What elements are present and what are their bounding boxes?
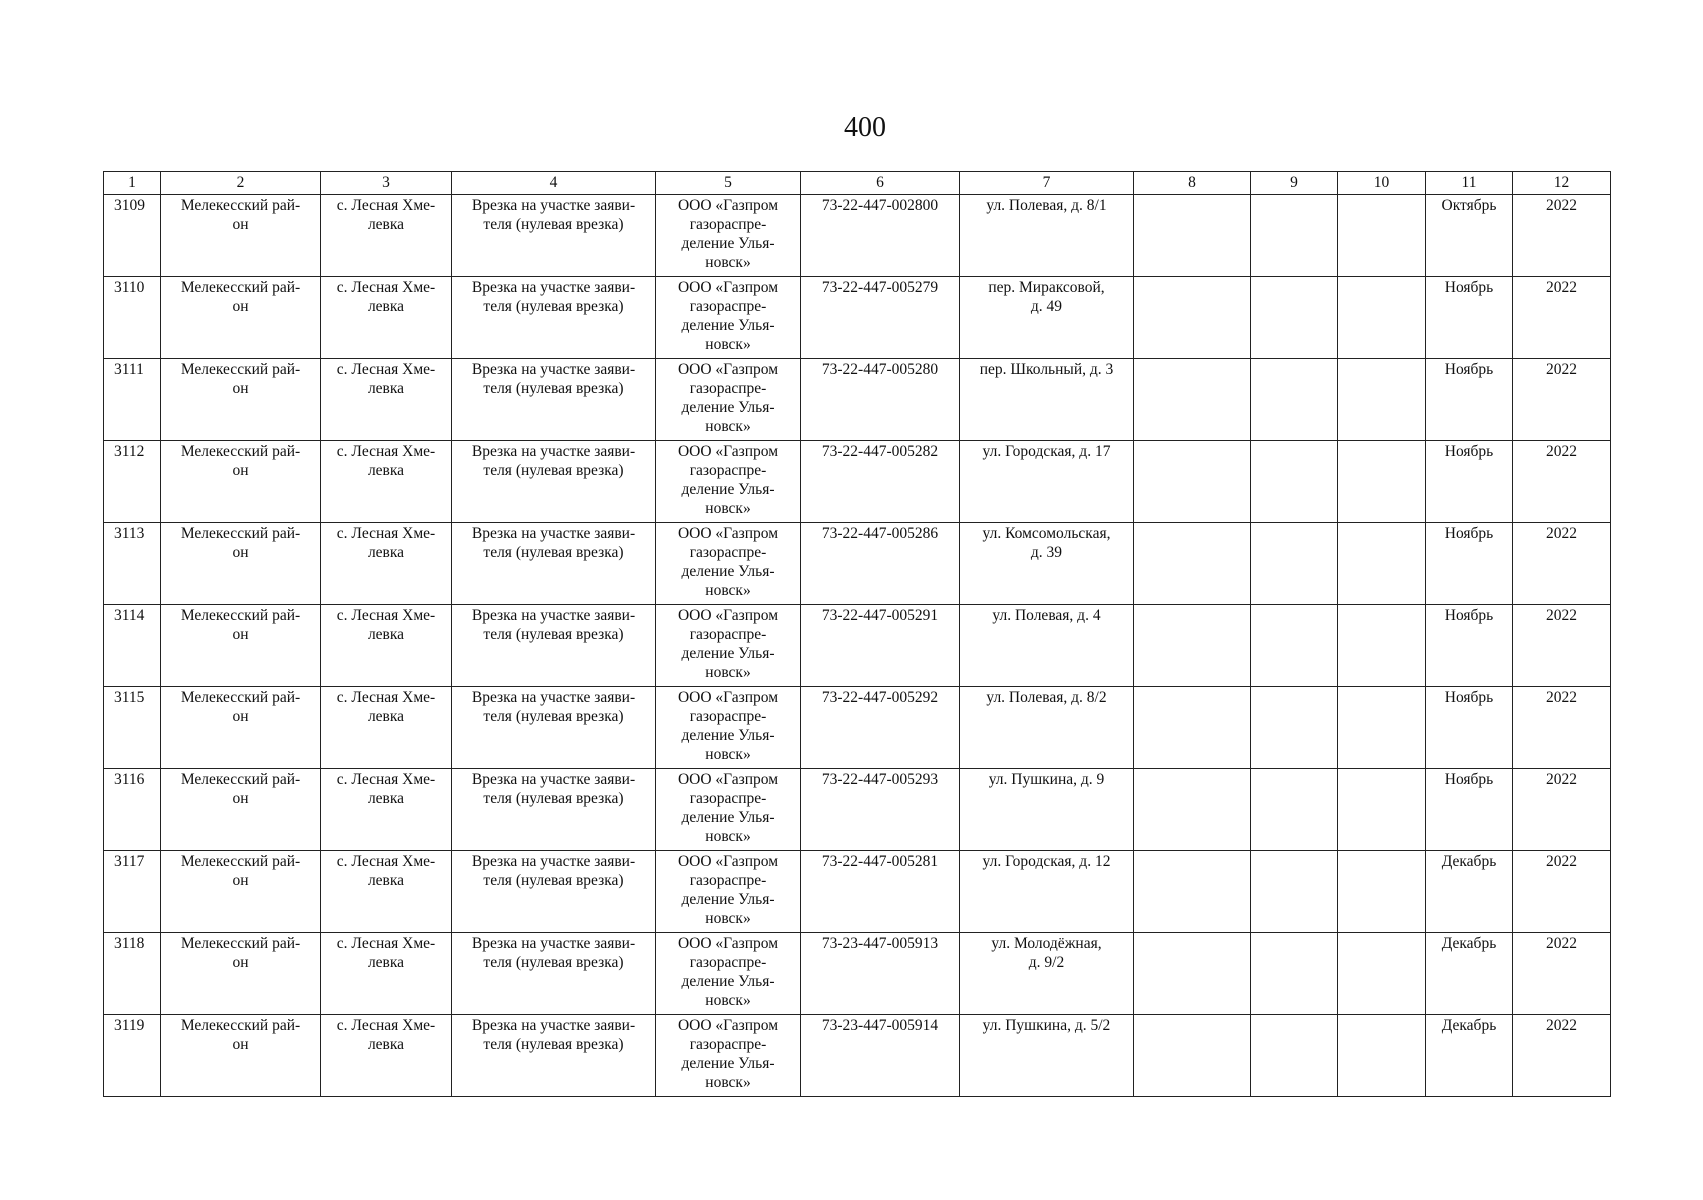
locality-cell-text: с. Лесная Хме- левка <box>336 607 436 643</box>
object-code-cell <box>801 605 960 687</box>
table-header-row <box>104 172 1611 195</box>
object-code-cell <box>801 851 960 933</box>
column-header: 1 <box>104 172 161 195</box>
organization-cell <box>656 605 801 687</box>
column-10-cell <box>1338 769 1426 851</box>
district-cell-text: Мелекесский рай- он <box>180 279 301 315</box>
year-cell <box>1513 769 1611 851</box>
column-8-cell <box>1134 195 1251 277</box>
locality-cell <box>321 605 452 687</box>
year-cell-text: 2022 <box>1546 443 1577 460</box>
table-row <box>104 441 1611 523</box>
row-number-cell-text: 3117 <box>114 853 145 870</box>
address-cell-text: ул. Полевая, д. 8/1 <box>986 197 1107 214</box>
organization-cell-text: ООО «Газпром газораспре- деление Улья- новск» <box>677 361 779 435</box>
address-cell <box>960 851 1134 933</box>
object-code-cell-text: 73-22-447-005286 <box>821 525 939 542</box>
organization-cell-text: ООО «Газпром газораспре- деление Улья- новск» <box>677 689 779 763</box>
district-cell <box>161 441 321 523</box>
address-cell-text: пер. Школьный, д. 3 <box>979 361 1114 378</box>
organization-cell-text: ООО «Газпром газораспре- деление Улья- новск» <box>677 771 779 845</box>
work-type-cell <box>452 769 656 851</box>
row-number-cell <box>104 359 161 441</box>
column-header: 7 <box>960 172 1134 195</box>
locality-cell <box>321 1015 452 1097</box>
work-type-cell <box>452 605 656 687</box>
column-8-cell <box>1134 687 1251 769</box>
row-number-cell <box>104 523 161 605</box>
month-cell-text: Октябрь <box>1441 197 1497 214</box>
column-header: 10 <box>1338 172 1426 195</box>
column-10-cell <box>1338 195 1426 277</box>
row-number-cell <box>104 933 161 1015</box>
organization-cell-text: ООО «Газпром газораспре- деление Улья- новск» <box>677 197 779 271</box>
organization-cell <box>656 523 801 605</box>
work-type-cell-text: Врезка на участке заяви- теля (нулевая врезка) <box>471 197 636 233</box>
row-number-cell <box>104 605 161 687</box>
column-10-cell <box>1338 523 1426 605</box>
address-cell-text: ул. Городская, д. 12 <box>982 853 1111 870</box>
district-cell-text: Мелекесский рай- он <box>180 1017 301 1053</box>
locality-cell <box>321 277 452 359</box>
column-10-cell <box>1338 851 1426 933</box>
district-cell-text: Мелекесский рай- он <box>180 197 301 233</box>
work-type-cell-text: Врезка на участке заяви- теля (нулевая врезка) <box>471 689 636 725</box>
organization-cell-text: ООО «Газпром газораспре- деление Улья- новск» <box>677 607 779 681</box>
row-number-cell-text: 3114 <box>114 607 145 624</box>
column-header: 8 <box>1134 172 1251 195</box>
year-cell-text: 2022 <box>1546 197 1577 214</box>
month-cell-text: Декабрь <box>1441 853 1497 870</box>
year-cell-text: 2022 <box>1546 771 1577 788</box>
locality-cell-text: с. Лесная Хме- левка <box>336 689 436 725</box>
locality-cell-text: с. Лесная Хме- левка <box>336 853 436 889</box>
object-code-cell-text: 73-22-447-005281 <box>821 853 939 870</box>
column-header: 5 <box>656 172 801 195</box>
organization-cell <box>656 441 801 523</box>
work-type-cell-text: Врезка на участке заяви- теля (нулевая врезка) <box>471 935 636 971</box>
column-9-cell <box>1251 605 1338 687</box>
district-cell <box>161 933 321 1015</box>
work-type-cell-text: Врезка на участке заяви- теля (нулевая врезка) <box>471 361 636 397</box>
month-cell <box>1426 277 1513 359</box>
row-number-cell <box>104 769 161 851</box>
object-code-cell-text: 73-22-447-005292 <box>821 689 939 706</box>
address-cell <box>960 441 1134 523</box>
year-cell <box>1513 523 1611 605</box>
month-cell <box>1426 769 1513 851</box>
gas-connection-table <box>103 171 1611 1097</box>
address-cell <box>960 523 1134 605</box>
table-row <box>104 277 1611 359</box>
work-type-cell <box>452 359 656 441</box>
table-row <box>104 195 1611 277</box>
district-cell <box>161 605 321 687</box>
district-cell-text: Мелекесский рай- он <box>180 853 301 889</box>
year-cell <box>1513 933 1611 1015</box>
organization-cell <box>656 769 801 851</box>
row-number-cell-text: 3119 <box>114 1017 145 1034</box>
locality-cell-text: с. Лесная Хме- левка <box>336 197 436 233</box>
locality-cell-text: с. Лесная Хме- левка <box>336 279 436 315</box>
address-cell-text: ул. Пушкина, д. 5/2 <box>982 1017 1111 1034</box>
object-code-cell-text: 73-22-447-005279 <box>821 279 939 296</box>
work-type-cell-text: Врезка на участке заяви- теля (нулевая врезка) <box>471 853 636 889</box>
year-cell-text: 2022 <box>1546 935 1577 952</box>
column-header: 2 <box>161 172 321 195</box>
work-type-cell-text: Врезка на участке заяви- теля (нулевая врезка) <box>471 443 636 479</box>
district-cell <box>161 769 321 851</box>
organization-cell <box>656 1015 801 1097</box>
month-cell-text: Ноябрь <box>1444 279 1494 296</box>
work-type-cell <box>452 441 656 523</box>
column-10-cell <box>1338 441 1426 523</box>
district-cell <box>161 1015 321 1097</box>
year-cell <box>1513 441 1611 523</box>
row-number-cell <box>104 277 161 359</box>
object-code-cell <box>801 1015 960 1097</box>
year-cell <box>1513 851 1611 933</box>
month-cell-text: Декабрь <box>1441 1017 1497 1034</box>
year-cell <box>1513 359 1611 441</box>
row-number-cell-text: 3109 <box>114 197 145 214</box>
object-code-cell <box>801 277 960 359</box>
year-cell-text: 2022 <box>1546 853 1577 870</box>
object-code-cell-text: 73-22-447-005280 <box>821 361 939 378</box>
address-cell <box>960 277 1134 359</box>
column-10-cell <box>1338 933 1426 1015</box>
page-number: 400 <box>844 112 886 143</box>
organization-cell-text: ООО «Газпром газораспре- деление Улья- новск» <box>677 935 779 1009</box>
column-9-cell <box>1251 441 1338 523</box>
month-cell-text: Ноябрь <box>1444 443 1494 460</box>
district-cell <box>161 687 321 769</box>
address-cell <box>960 359 1134 441</box>
month-cell <box>1426 523 1513 605</box>
district-cell <box>161 523 321 605</box>
table-row <box>104 523 1611 605</box>
district-cell-text: Мелекесский рай- он <box>180 525 301 561</box>
organization-cell <box>656 359 801 441</box>
year-cell <box>1513 277 1611 359</box>
work-type-cell <box>452 277 656 359</box>
column-9-cell <box>1251 1015 1338 1097</box>
month-cell <box>1426 195 1513 277</box>
object-code-cell <box>801 195 960 277</box>
object-code-cell <box>801 769 960 851</box>
row-number-cell-text: 3113 <box>114 525 145 542</box>
column-header: 9 <box>1251 172 1338 195</box>
object-code-cell-text: 73-23-447-005914 <box>821 1017 939 1034</box>
address-cell-text: ул. Комсомольская, д. 39 <box>982 525 1111 561</box>
locality-cell <box>321 769 452 851</box>
organization-cell <box>656 277 801 359</box>
district-cell <box>161 359 321 441</box>
month-cell-text: Ноябрь <box>1444 689 1494 706</box>
row-number-cell <box>104 441 161 523</box>
object-code-cell <box>801 441 960 523</box>
object-code-cell-text: 73-22-447-005293 <box>821 771 939 788</box>
year-cell <box>1513 195 1611 277</box>
column-8-cell <box>1134 523 1251 605</box>
row-number-cell <box>104 687 161 769</box>
table-row <box>104 769 1611 851</box>
district-cell-text: Мелекесский рай- он <box>180 361 301 397</box>
year-cell-text: 2022 <box>1546 607 1577 624</box>
object-code-cell <box>801 687 960 769</box>
table-body <box>104 195 1611 1097</box>
row-number-cell-text: 3115 <box>114 689 145 706</box>
column-9-cell <box>1251 687 1338 769</box>
column-header: 4 <box>452 172 656 195</box>
organization-cell <box>656 933 801 1015</box>
month-cell-text: Ноябрь <box>1444 525 1494 542</box>
month-cell <box>1426 933 1513 1015</box>
address-cell <box>960 687 1134 769</box>
organization-cell-text: ООО «Газпром газораспре- деление Улья- новск» <box>677 1017 779 1091</box>
district-cell-text: Мелекесский рай- он <box>180 771 301 807</box>
column-8-cell <box>1134 441 1251 523</box>
month-cell <box>1426 359 1513 441</box>
column-9-cell <box>1251 195 1338 277</box>
column-8-cell <box>1134 605 1251 687</box>
locality-cell <box>321 523 452 605</box>
table-row <box>104 933 1611 1015</box>
organization-cell-text: ООО «Газпром газораспре- деление Улья- новск» <box>677 853 779 927</box>
district-cell <box>161 277 321 359</box>
district-cell-text: Мелекесский рай- он <box>180 689 301 725</box>
month-cell-text: Ноябрь <box>1444 607 1494 624</box>
district-cell <box>161 851 321 933</box>
column-8-cell <box>1134 1015 1251 1097</box>
row-number-cell-text: 3111 <box>114 361 144 378</box>
work-type-cell <box>452 687 656 769</box>
table-row <box>104 851 1611 933</box>
year-cell <box>1513 687 1611 769</box>
row-number-cell <box>104 1015 161 1097</box>
month-cell <box>1426 851 1513 933</box>
locality-cell-text: с. Лесная Хме- левка <box>336 525 436 561</box>
object-code-cell-text: 73-22-447-002800 <box>821 197 939 214</box>
work-type-cell <box>452 933 656 1015</box>
locality-cell-text: с. Лесная Хме- левка <box>336 771 436 807</box>
organization-cell-text: ООО «Газпром газораспре- деление Улья- новск» <box>677 443 779 517</box>
object-code-cell-text: 73-23-447-005913 <box>821 935 939 952</box>
district-cell-text: Мелекесский рай- он <box>180 935 301 971</box>
column-9-cell <box>1251 359 1338 441</box>
work-type-cell <box>452 1015 656 1097</box>
column-9-cell <box>1251 769 1338 851</box>
month-cell <box>1426 687 1513 769</box>
district-cell <box>161 195 321 277</box>
object-code-cell <box>801 523 960 605</box>
locality-cell-text: с. Лесная Хме- левка <box>336 935 436 971</box>
row-number-cell-text: 3112 <box>114 443 145 460</box>
address-cell-text: ул. Полевая, д. 4 <box>992 607 1101 624</box>
year-cell-text: 2022 <box>1546 525 1577 542</box>
year-cell <box>1513 605 1611 687</box>
column-10-cell <box>1338 1015 1426 1097</box>
column-8-cell <box>1134 277 1251 359</box>
month-cell <box>1426 605 1513 687</box>
organization-cell <box>656 851 801 933</box>
table-row <box>104 359 1611 441</box>
organization-cell-text: ООО «Газпром газораспре- деление Улья- новск» <box>677 525 779 599</box>
row-number-cell-text: 3110 <box>114 279 145 296</box>
address-cell <box>960 195 1134 277</box>
object-code-cell <box>801 933 960 1015</box>
organization-cell-text: ООО «Газпром газораспре- деление Улья- новск» <box>677 279 779 353</box>
work-type-cell-text: Врезка на участке заяви- теля (нулевая врезка) <box>471 525 636 561</box>
address-cell-text: ул. Полевая, д. 8/2 <box>986 689 1107 706</box>
work-type-cell-text: Врезка на участке заяви- теля (нулевая врезка) <box>471 771 636 807</box>
column-header: 3 <box>321 172 452 195</box>
work-type-cell-text: Врезка на участке заяви- теля (нулевая врезка) <box>471 1017 636 1053</box>
row-number-cell <box>104 851 161 933</box>
year-cell <box>1513 1015 1611 1097</box>
work-type-cell <box>452 195 656 277</box>
locality-cell <box>321 195 452 277</box>
object-code-cell-text: 73-22-447-005282 <box>821 443 939 460</box>
row-number-cell <box>104 195 161 277</box>
address-cell <box>960 1015 1134 1097</box>
organization-cell <box>656 687 801 769</box>
month-cell <box>1426 441 1513 523</box>
address-cell-text: ул. Молодёжная, д. 9/2 <box>991 935 1102 971</box>
column-10-cell <box>1338 277 1426 359</box>
column-9-cell <box>1251 523 1338 605</box>
column-10-cell <box>1338 359 1426 441</box>
address-cell <box>960 605 1134 687</box>
district-cell-text: Мелекесский рай- он <box>180 443 301 479</box>
row-number-cell-text: 3116 <box>114 771 145 788</box>
column-header: 12 <box>1513 172 1611 195</box>
column-header: 6 <box>801 172 960 195</box>
address-cell-text: ул. Пушкина, д. 9 <box>988 771 1105 788</box>
row-number-cell-text: 3118 <box>114 935 145 952</box>
address-cell-text: ул. Городская, д. 17 <box>982 443 1111 460</box>
table-row <box>104 605 1611 687</box>
locality-cell-text: с. Лесная Хме- левка <box>336 1017 436 1053</box>
organization-cell <box>656 195 801 277</box>
table-row <box>104 1015 1611 1097</box>
locality-cell <box>321 687 452 769</box>
column-8-cell <box>1134 769 1251 851</box>
table-row <box>104 687 1611 769</box>
work-type-cell <box>452 523 656 605</box>
year-cell-text: 2022 <box>1546 689 1577 706</box>
locality-cell <box>321 359 452 441</box>
column-8-cell <box>1134 359 1251 441</box>
month-cell-text: Ноябрь <box>1444 771 1494 788</box>
column-8-cell <box>1134 933 1251 1015</box>
locality-cell-text: с. Лесная Хме- левка <box>336 443 436 479</box>
column-10-cell <box>1338 605 1426 687</box>
column-10-cell <box>1338 687 1426 769</box>
year-cell-text: 2022 <box>1546 279 1577 296</box>
year-cell-text: 2022 <box>1546 1017 1577 1034</box>
work-type-cell-text: Врезка на участке заяви- теля (нулевая врезка) <box>471 279 636 315</box>
column-9-cell <box>1251 851 1338 933</box>
column-9-cell <box>1251 933 1338 1015</box>
year-cell-text: 2022 <box>1546 361 1577 378</box>
object-code-cell-text: 73-22-447-005291 <box>821 607 939 624</box>
district-cell-text: Мелекесский рай- он <box>180 607 301 643</box>
month-cell <box>1426 1015 1513 1097</box>
locality-cell <box>321 933 452 1015</box>
locality-cell-text: с. Лесная Хме- левка <box>336 361 436 397</box>
address-cell <box>960 933 1134 1015</box>
column-9-cell <box>1251 277 1338 359</box>
work-type-cell <box>452 851 656 933</box>
column-header: 11 <box>1426 172 1513 195</box>
column-8-cell <box>1134 851 1251 933</box>
work-type-cell-text: Врезка на участке заяви- теля (нулевая врезка) <box>471 607 636 643</box>
locality-cell <box>321 441 452 523</box>
address-cell-text: пер. Мираксовой, д. 49 <box>988 279 1105 315</box>
object-code-cell <box>801 359 960 441</box>
address-cell <box>960 769 1134 851</box>
month-cell-text: Ноябрь <box>1444 361 1494 378</box>
locality-cell <box>321 851 452 933</box>
month-cell-text: Декабрь <box>1441 935 1497 952</box>
